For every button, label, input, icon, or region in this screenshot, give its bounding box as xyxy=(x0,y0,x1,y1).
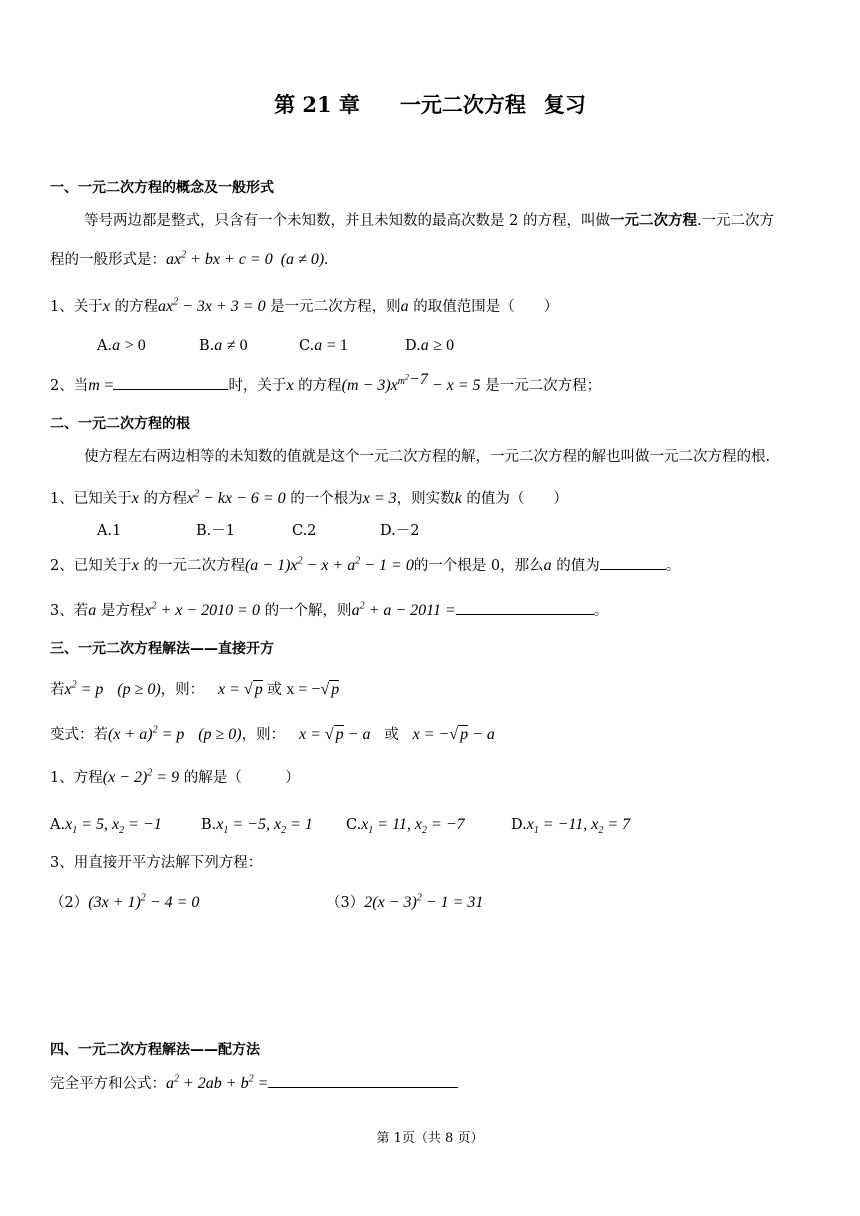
answer-blank[interactable] xyxy=(268,1087,458,1088)
chapter-suffix: 复习 xyxy=(543,92,586,117)
s2-q1-option-a: A.1 xyxy=(97,523,122,539)
answer-blank[interactable] xyxy=(600,569,666,570)
option-letter: C. xyxy=(299,338,315,354)
s1-q1-option-c: C.a = 1 xyxy=(299,337,348,354)
s3-q1-option-b: $B.x_1 = -5$, $x_2 = 1$ xyxy=(201,816,313,837)
rule-text: ，则： xyxy=(241,727,286,743)
s2-q3-text: 的一个解，则 xyxy=(264,603,352,619)
page-title xyxy=(0,92,860,117)
option-letter: A. xyxy=(97,338,113,354)
s1-q2-text: 的方程 xyxy=(298,378,342,394)
definition-term: 一元二次方程 xyxy=(609,212,697,229)
s3-q3-sub-2: $(2)(3x + 1)^2 - 4 = 0$ xyxy=(50,892,200,911)
s1-q1-text: 的方程 xyxy=(114,299,158,315)
rule-text: 若 xyxy=(50,682,65,698)
s1-q1-text: 的取值范围是（ ） xyxy=(413,299,559,315)
s1-q2-text: 时，关于 xyxy=(228,378,287,394)
s2-q1-option-d: D.－2 xyxy=(380,523,420,539)
definition-paragraph xyxy=(84,212,774,230)
option-letter: C. xyxy=(346,817,362,833)
s2-question-2: 2、已知关于x 的一元二次方程$(a - 1)x^2 - x + a^2 - 1 = 0$的一个根是 0，那么a 的值为 。 xyxy=(50,555,681,574)
definition-text-end: .一元二次方 xyxy=(696,213,775,229)
option-letter: D. xyxy=(511,817,527,833)
perfect-square-label: 完全平方和公式： xyxy=(50,1076,166,1092)
s2-q2-text: 2、已知关于 xyxy=(50,558,132,574)
s2-q2-text: 的值为 xyxy=(556,558,600,574)
s1-q2-text: 是一元二次方程； xyxy=(485,378,602,394)
s2-q1-text: ，则实数 xyxy=(396,491,455,507)
s2-q1-option-b: B.－1 xyxy=(196,523,235,539)
sub-label: （2） xyxy=(50,895,89,911)
s2-q3-text: 是方程 xyxy=(100,603,145,619)
section-heading-4: 四、一元二次方程解法——配方法 xyxy=(50,1042,260,1058)
s1-q1-option-a: A.a > 0 xyxy=(97,337,146,354)
s2-q2-text: 。 xyxy=(665,558,681,574)
s1-question-2: 2、当m = 时，关于x 的方程$(m - 3)x^{m^2-7} - x = 5$ 是一元二次方程； xyxy=(50,370,602,394)
s2-question-3: 3、若a 是方程$x^2 + x - 2010 = 0$ 的一个解，则$a^2 + a - 2011$ = 。 xyxy=(50,600,609,619)
rule-text: ，则： xyxy=(160,682,205,698)
page-footer: 第 1页（共 8 页） xyxy=(376,1131,484,1146)
option-letter: D. xyxy=(405,338,421,354)
definition-text: 等号两边都是整式，只含有一个未知数，并且未知数的最高次数是 2 的方程，叫做 xyxy=(84,213,610,229)
rule-text: 或 xyxy=(267,682,282,698)
section-heading-2: 二、一元二次方程的根 xyxy=(50,416,190,432)
s2-q2-text: 的一元二次方程 xyxy=(143,558,245,574)
rule-text: 变式：若 xyxy=(50,727,108,743)
s3-q1-text: 的解是（ ） xyxy=(183,770,300,786)
option-letter: B. xyxy=(199,338,215,354)
s2-q3-text: 。 xyxy=(593,603,609,619)
section-heading-1: 一、一元二次方程的概念及一般形式 xyxy=(50,180,274,196)
general-form-line: 程的一般形式是：$ax^2$ + bx + c = 0 (a ≠ 0). xyxy=(50,249,329,268)
chapter-name: 一元二次方程 xyxy=(399,92,526,117)
s2-q2-text: 的一个根是 0，那么 xyxy=(413,558,544,574)
answer-blank[interactable] xyxy=(456,614,594,615)
s3-q1-option-c: $C.x_1 = 11$, $x_2 = -7$ xyxy=(346,816,465,837)
s3-q3-sub-3: $(3)2(x - 3)^2 - 1 = 31$ xyxy=(326,892,484,911)
option-letter: A. xyxy=(50,817,66,833)
chapter-number: 第 21 章 xyxy=(274,92,360,117)
s1-q2-text: 2、当 xyxy=(50,378,89,394)
s3-question-3: 3、用直接开平方法解下列方程： xyxy=(50,855,263,871)
direct-root-rule: 若$x^2 = p$ (p ≥ 0)，则： x = √ p 或 x = −√ p xyxy=(50,679,340,698)
s3-question-1: 1、方程$(x - 2)^2 = 9$ 的解是（ ） xyxy=(50,767,300,786)
sub-label: （3） xyxy=(326,895,365,911)
s2-q1-text: 的方程 xyxy=(143,491,187,507)
s2-question-1: 1、已知关于x 的方程$x^2$ − kx − 6 = 0 的一个根为x = 3，则实数k 的值为（ ） xyxy=(50,488,568,507)
s1-question-1: 1、关于x 的方程$ax^2 - 3x + 3 = 0$ 是一元二次方程，则a 的取值范围是（ ） xyxy=(50,296,559,315)
s3-q1-option-a: $A.x_1 = 5$, $x_2 = -1$ xyxy=(50,816,162,837)
direct-root-variant: 变式：若$(x + a)^2 = p$ (p ≥ 0)，则： x = √ p − a 或 x = −√ p − a xyxy=(50,724,495,743)
s2-q3-text: 3、若 xyxy=(50,603,89,619)
option-letter: B. xyxy=(201,817,217,833)
s1-q1-text: 是一元二次方程，则 xyxy=(270,299,401,315)
perfect-square-line: 完全平方和公式：$a^2 + 2ab + b^2$ = xyxy=(50,1074,458,1093)
s1-q1-option-b: B.a ≠ 0 xyxy=(199,337,248,354)
general-form-label: 程的一般形式是： xyxy=(50,252,166,268)
s3-q1-text: 1、方程 xyxy=(50,770,103,786)
s2-q1-text: 的值为（ ） xyxy=(466,491,568,507)
general-form-formula: $ax^2$ + bx + c = 0 (a ≠ 0) xyxy=(166,249,325,268)
s1-q1-option-d: D.a ≥ 0 xyxy=(405,337,455,354)
s2-q1-option-c: C.2 xyxy=(292,523,317,539)
s2-q1-text: 的一个根为 xyxy=(290,491,363,507)
rule-text: 或 xyxy=(384,727,399,743)
s3-q1-option-d: $D.x_1 = -11$, $x_2 = 7$ xyxy=(511,816,631,837)
s2-q1-text: 1、已知关于 xyxy=(50,491,132,507)
section-heading-3: 三、一元二次方程解法——直接开方 xyxy=(50,641,274,657)
root-definition: 使方程左右两边相等的未知数的值就是这个一元二次方程的解，一元二次方程的解也叫做一元二次方程的根. xyxy=(84,449,771,465)
s1-q1-text: 1、关于 xyxy=(50,299,103,315)
answer-blank[interactable] xyxy=(113,389,228,390)
